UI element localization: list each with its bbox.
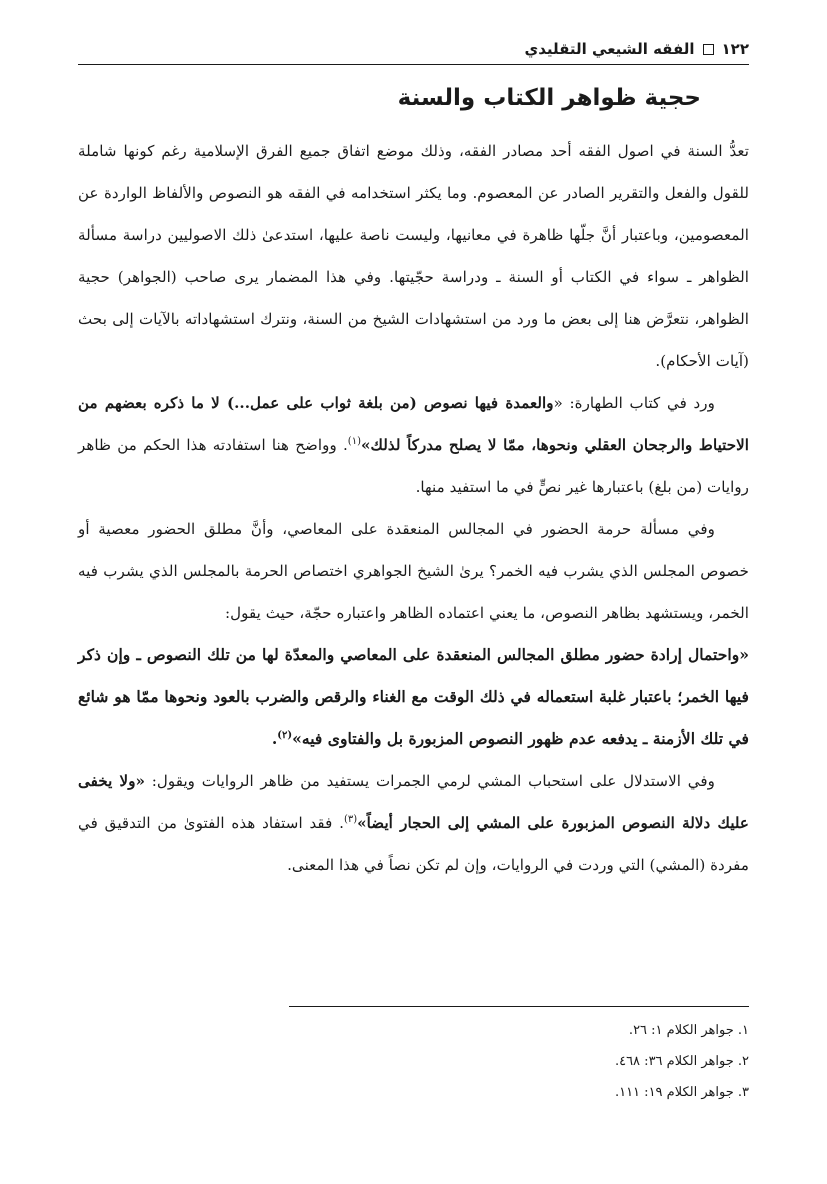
footnote-ref-2: (٢) xyxy=(277,729,293,741)
header-rule xyxy=(78,64,749,65)
square-separator-icon xyxy=(703,44,714,55)
block-quote xyxy=(78,634,749,760)
footnote-rule xyxy=(289,1006,749,1007)
footnote-ref-3: (٣) xyxy=(343,813,358,825)
paragraph-4-quote: «ولا يخفى عليك دلالة النصوص المزبورة على المشي إلى الحجار أيضاً» xyxy=(78,772,749,832)
footnote-1: ١. جواهر الكلام ١: ٢٦. xyxy=(628,1023,749,1038)
section-title: حجية ظواهر الكتاب والسنة xyxy=(397,85,701,111)
page-number: ١٢٢ xyxy=(721,40,749,58)
block-quote-end: . xyxy=(271,729,278,748)
paragraph-2-quote-close: » xyxy=(360,436,371,454)
paragraph-3: وفي مسألة حرمة الحضور في المجالس المنعقدة على المعاصي، وأنَّ مطلق الحضور معصية أو خصوص المجلس الذي يشرب فيه الخمر؟ يرىٰ الشيخ الجواهري اختصاص الحرمة بالمجلس الذي يشرب فيه الخمر، ويستشهد بظاهر النصوص، ما يعني اعتماده الظاهر واعتباره حجّة، حيث يقول: xyxy=(78,520,749,622)
body-text xyxy=(78,130,749,886)
footnote-3: ٣. جواهر الكلام ١٩: ١١١. xyxy=(614,1085,749,1100)
footnote-ref-1: (١) xyxy=(347,435,361,447)
paragraph-2 xyxy=(78,382,749,508)
paragraph-1: تعدُّ السنة في اصول الفقه أحد مصادر الفقه، وذلك موضع اتفاق جميع الفرق الإسلامية رغم كونها شاملة للقول والفعل والتقرير الصادر عن المعصوم. وما يكثر استخدامه في الفقه هو النصوص والألفاظ الواردة عن المعصومين، وباعتبار أنَّ جلّها ظاهرة في معانيها، وليست ناصة عليها، استدعىٰ ذلك الاصوليين دراسة مسألة الظواهر ـ سواء في الكتاب أو السنة ـ ودراسة حجّيتها. وفي هذا المضمار يرى صاحب (الجواهر) حجية الظواهر، نتعرَّض هنا إلى بعض ما ورد من استشهادات الشيخ من السنة، ونترك استشهاداته بالآيات إلى بحث (آيات الأحكام). xyxy=(78,142,750,370)
footnotes xyxy=(78,1015,749,1108)
paragraph-2-tail: . وواضح هنا استفادته هذا الحكم من ظاهر روايات (من بلغ) باعتبارها غير نصٍّ في ما استفيد منها. xyxy=(78,436,749,496)
paragraph-2-intro: ورد في كتاب الطهارة: « xyxy=(553,394,715,412)
footnote-2: ٢. جواهر الكلام ٣٦: ٤٦٨. xyxy=(614,1054,749,1069)
paragraph-4-intro: وفي الاستدلال على استحباب المشي لرمي الجمرات يستفيد من ظاهر الروايات ويقول: xyxy=(145,772,715,790)
book-title: الفقه الشيعي التقليدي xyxy=(524,40,695,58)
paragraph-4-tail: . فقد استفاد هذه الفتوىٰ من التدقيق في مفردة (المشي) التي وردت في الروايات، وإن لم تكن نصاً في هذا المعنى. xyxy=(78,814,749,874)
running-header xyxy=(78,34,749,64)
paragraph-2-quote: والعمدة فيها نصوص (من بلغة ثواب على عمل...) لا ما ذكره بعضهم من الاحتياط والرجحان العقلي ونحوها، ممّا لا يصلح مدركاً لذلك xyxy=(78,394,750,454)
paragraph-4 xyxy=(78,760,749,886)
block-quote-text: «واحتمال إرادة حضور مطلق المجالس المنعقدة على المعاصي والمعدّة لها من تلك النصوص ـ وإن ذكر فيها الخمر؛ باعتبار غلبة استعماله في ذلك الوقت مع الغناء والرقص والضرب بالعود ونحوها ممّا هو شائع في تلك الأزمنة ـ يدفعه عدم ظهور النصوص المزبورة بل والفتاوى فيه» xyxy=(78,645,749,748)
